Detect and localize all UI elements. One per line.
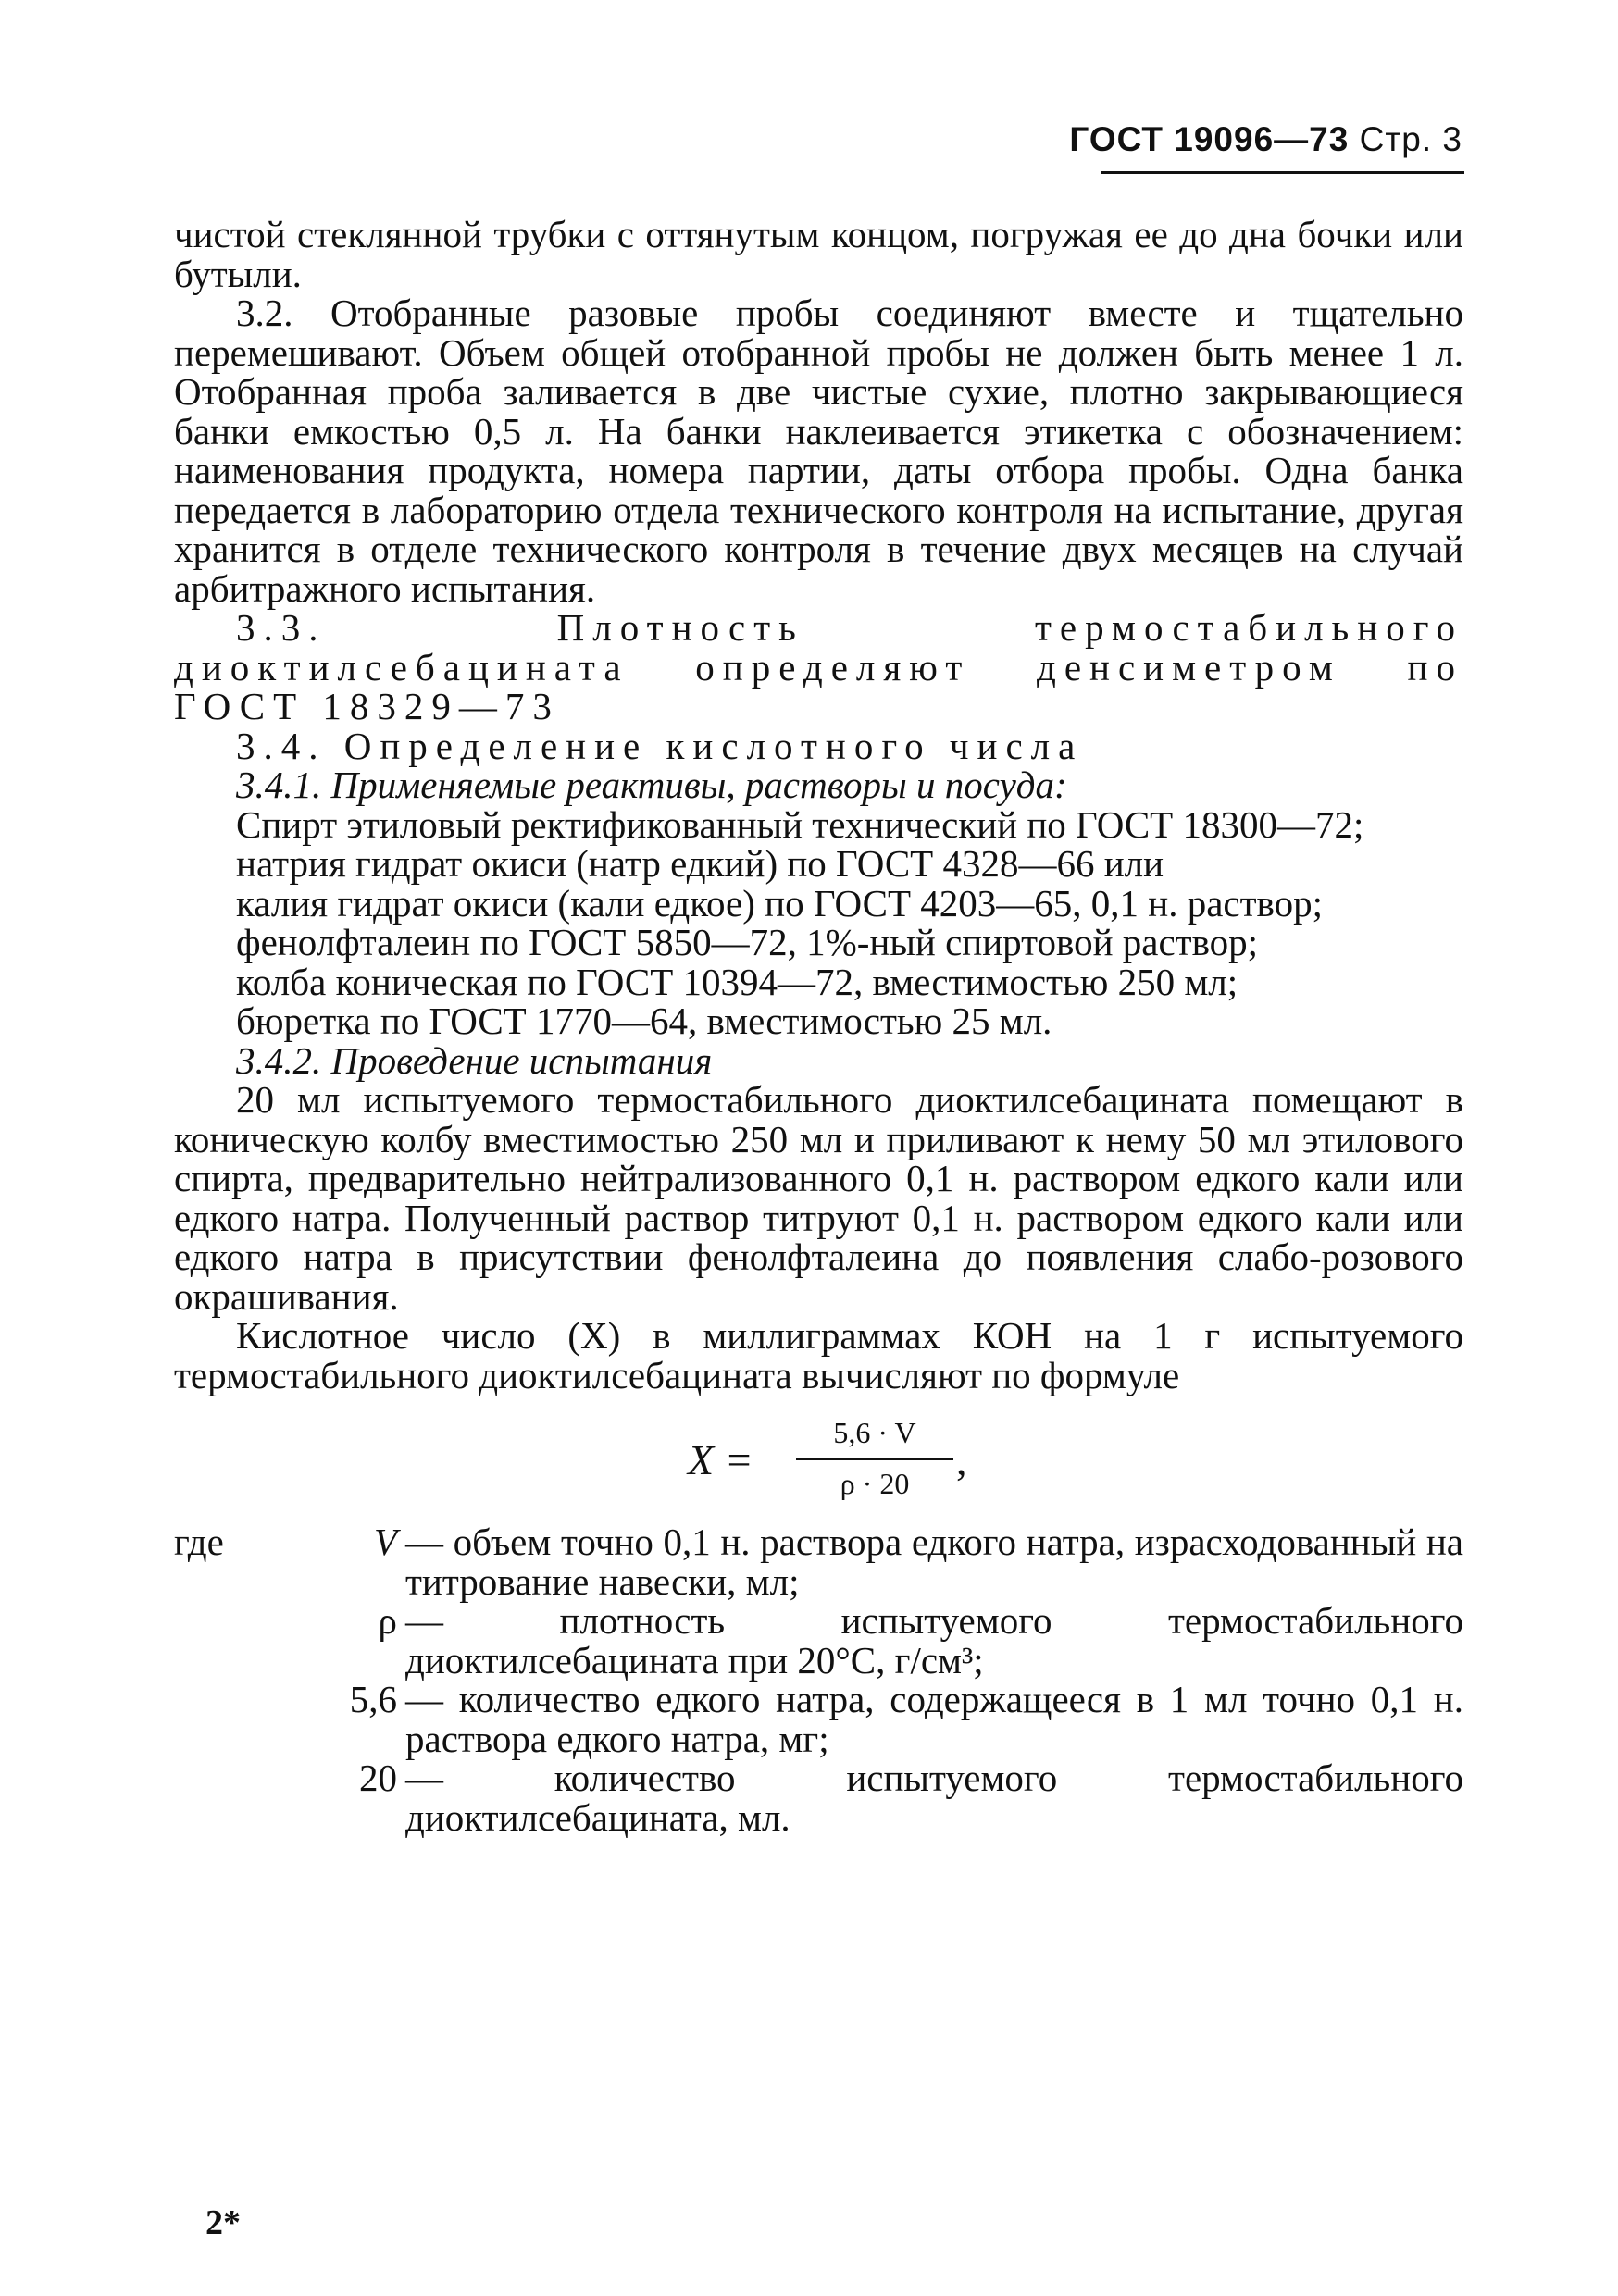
page-header <box>1069 120 1462 159</box>
equipment-flask: колба коническая по ГОСТ 10394—72, вместимостью 250 мл; <box>236 960 1238 1003</box>
paragraph-continuation: чистой стеклянной трубки с оттянутым концом, погружая ее до дна бочки или бутыли. <box>174 213 1463 295</box>
header-rule <box>1101 171 1464 174</box>
legend-text: — объем точно 0,1 н. раствора едкого натра, израсходованный на титрование навески, мл; <box>405 1520 1463 1603</box>
reagent-naoh: натрия гидрат окиси (натр едкий) по ГОСТ 4328—66 или <box>236 842 1164 885</box>
procedure-text: 20 мл испытуемого термостабильного диоктилсебацината помещают в коническую колбу вместимостью 250 мл и приливают к нему 50 мл этилового спирта, предварительно нейтрализованного 0,1 н. раствором едкого кали или едкого натра. Полученный раствор титруют 0,1 н. раствором едкого кали или едкого натра в присутствии фенолфталеина до появления слабо-розового окрашивания. <box>174 1078 1463 1318</box>
formula-lhs: X = <box>688 1436 753 1483</box>
paragraph-3-2: 3.2. Отобранные разовые пробы соединяют вместе и тщательно перемешивают. Объем общей отобранной пробы не должен быть менее 1 л. Отобранная проба заливается в две чистые сухие, плотно закрывающиеся банки емкостью 0,5 л. На банки наклеивается этикетка с обозначением: наименования продукта, номера партии, даты отбора пробы. Одна банка передается в лабораторию отдела технического контроля на испытание, другая хранится в отделе технического контроля в течение двух месяцев на случай арбитражного испытания. <box>174 292 1463 610</box>
heading-3-4: 3.4. Определение кислотного числа <box>236 724 1084 767</box>
legend-where: где <box>174 1520 224 1563</box>
formula-numerator: 5,6 · V <box>796 1413 953 1460</box>
legend-text: — количество едкого натра, содержащееся в 1 мл точно 0,1 н. раствора едкого натра, мг; <box>405 1678 1463 1760</box>
formula-fraction <box>796 1413 953 1503</box>
legend-symbol: 5,6 <box>349 1678 397 1720</box>
equipment-burette: бюретка по ГОСТ 1770—64, вместимостью 25 мл. <box>236 999 1052 1042</box>
paragraph-3-3: 3.3. Плотность термостабильного диоктилсебацината определяют денсиметром по ГОСТ 18329—73 <box>174 606 1463 727</box>
signature-mark: 2* <box>205 2203 241 2242</box>
legend-symbol: V <box>373 1520 397 1563</box>
heading-3-4-2: 3.4.2. Проведение испытания <box>236 1038 713 1082</box>
legend-text: — плотность испытуемого термостабильного диоктилсебацината при 20°С, г/см³; <box>405 1599 1463 1682</box>
formula-legend <box>174 1522 1463 1837</box>
legend-item <box>174 1680 1463 1758</box>
reagent-koh: калия гидрат окиси (кали едкое) по ГОСТ 4203—65, 0,1 н. раствор; <box>236 881 1324 925</box>
legend-item <box>174 1522 1463 1601</box>
document-title: ГОСТ 19096—73 <box>1069 120 1350 158</box>
legend-symbol: ρ <box>378 1599 397 1642</box>
formula-intro: Кислотное число (X) в миллиграммах КОН на 1 г испытуемого термостабильного диоктилсебацината вычисляют по формуле <box>174 1314 1463 1396</box>
formula-denominator: ρ · 20 <box>840 1466 910 1500</box>
legend-symbol: 20 <box>359 1756 397 1799</box>
reagent-ethanol: Спирт этиловый ректификованный технический по ГОСТ 18300—72; <box>236 802 1364 846</box>
legend-item <box>174 1758 1463 1837</box>
formula-comma: , <box>956 1436 967 1483</box>
acid-number-formula <box>174 1406 1463 1515</box>
legend-item <box>174 1601 1463 1680</box>
heading-3-4-1: 3.4.1. Применяемые реактивы, растворы и посуда: <box>236 763 1067 806</box>
document-body <box>174 215 1463 1837</box>
legend-text: — количество испытуемого термостабильного диоктилсебацината, мл. <box>405 1756 1463 1839</box>
reagent-phenolphthalein: фенолфталеин по ГОСТ 5850—72, 1%-ный спиртовой раствор; <box>236 921 1259 963</box>
page-number: Стр. 3 <box>1359 120 1462 158</box>
